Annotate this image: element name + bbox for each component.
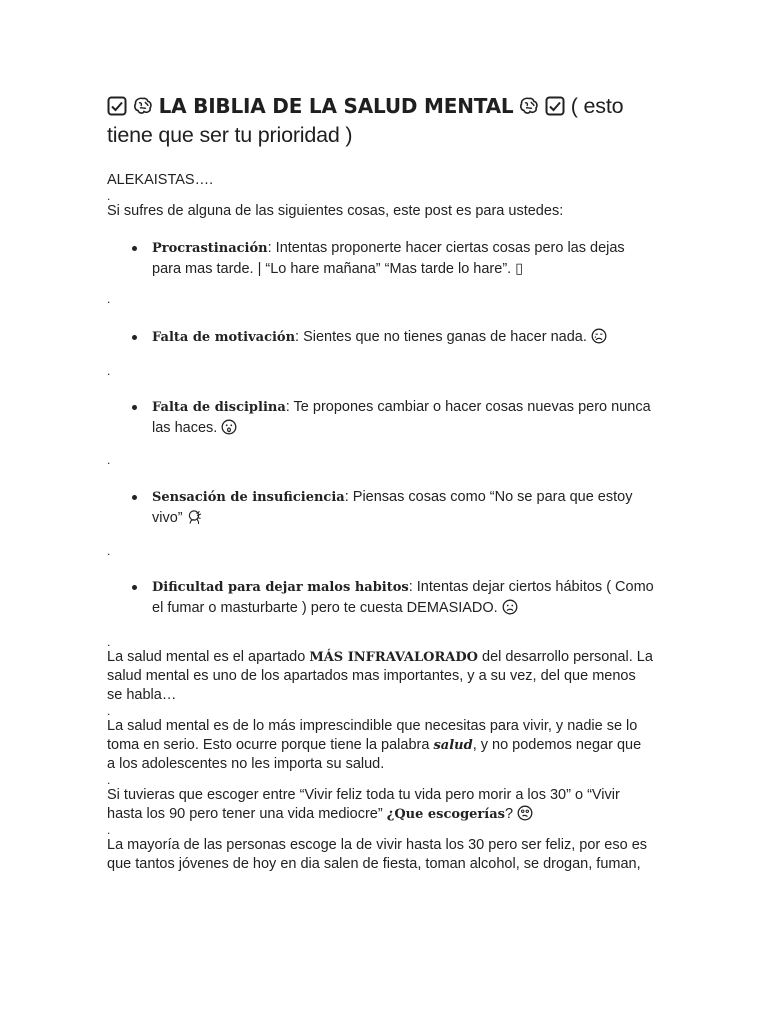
item-text: : Te propones cambiar o hacer cosas nuevas pero nunca: [285, 399, 651, 415]
separator-dot: .: [107, 453, 111, 467]
separator-dot: .: [107, 189, 111, 203]
missing-glyph: ▯: [515, 261, 524, 277]
paragraph-text: , y no podemos negar que: [472, 737, 642, 753]
checkbox-icon: [545, 96, 565, 116]
paragraph-text: La mayoría de las personas escoge la de vivir hasta los 30 pero ser feliz, por eso es: [107, 837, 648, 853]
paragraph-text: La salud mental es de lo más imprescindible que necesitas para vivir, y nadie se lo: [107, 718, 638, 734]
paragraph: [107, 786, 667, 824]
brain-icon: [133, 96, 153, 116]
item-term: Procrastinación: [152, 241, 268, 256]
symptom-list: [107, 327, 667, 348]
post-title-line2: tiene que ser tu prioridad ): [107, 123, 353, 147]
intro-text: Si sufres de alguna de las siguientes cosas, este post es para ustedes:: [107, 203, 564, 219]
item-term: Falta de motivación: [152, 330, 296, 345]
item-term: Dificultad para dejar malos habitos: [152, 580, 409, 595]
post-title-bold: LA BIBLIA DE LA SALUD MENTAL: [158, 94, 514, 118]
separator-dot: .: [107, 823, 111, 837]
separator-dot: .: [107, 292, 111, 306]
paragraph-text: toma en serio. Esto ocurre porque tiene la palabra: [107, 737, 434, 753]
separator-dot: .: [107, 364, 111, 378]
separator-dot: .: [107, 544, 111, 558]
paragraph-text: que tantos jóvenes de hoy en dia salen de fiesta, toman alcohol, se drogan, fuman,: [107, 856, 641, 872]
post-content: [107, 92, 667, 874]
paragraph: [107, 836, 667, 874]
separator-dot: .: [107, 635, 111, 649]
paragraph-text: del desarrollo personal. La: [477, 649, 653, 665]
sad-tear-face-icon: [591, 328, 607, 344]
paragraph-text: La salud mental es el apartado: [107, 649, 310, 665]
emphasis-text: salud: [433, 738, 473, 753]
paragraph-text: ?: [504, 806, 518, 822]
item-text: : Piensas cosas como “No se para que estoy: [344, 489, 633, 505]
item-text: : Sientes que no tienes ganas de hacer nada.: [295, 329, 591, 345]
separator-dot: .: [107, 773, 111, 787]
worried-face-icon: [502, 599, 518, 615]
list-item: [152, 238, 667, 279]
paragraph-text: a los adolescentes no les importa su salud.: [107, 756, 385, 772]
checkbox-icon: [107, 96, 127, 116]
emphasis-text: MÁS INFRAVALORADO: [309, 650, 478, 665]
brain-icon: [519, 96, 539, 116]
list-item: [152, 397, 667, 438]
item-text: : Intentas dejar ciertos hábitos ( Como: [408, 579, 654, 595]
paragraph: [107, 648, 667, 705]
item-text: el fumar o masturbarte ) pero te cuesta DEMASIADO.: [152, 600, 502, 616]
list-item: [152, 487, 667, 528]
paragraph: [107, 717, 667, 774]
paragraph-text: hasta los 90 pero tener una vida mediocre”: [107, 806, 387, 822]
item-text: las haces.: [152, 420, 222, 436]
paragraph-text: Si tuvieras que escoger entre “Vivir feliz toda tu vida pero morir a los 30” o “Vivir: [107, 787, 620, 803]
post-title: [107, 92, 667, 150]
paragraph-text: salud mental es uno de los apartados mas importantes, y a su vez, del que menos: [107, 668, 636, 684]
emphasis-text: ¿Que escogerías: [386, 807, 505, 822]
symptom-list: [107, 487, 667, 528]
item-term: Falta de disciplina: [152, 400, 286, 415]
item-text: vivo”: [152, 510, 187, 526]
surprised-face-icon: [221, 419, 237, 435]
paragraph-text: se habla…: [107, 687, 177, 703]
post-title-rest: ( esto: [565, 94, 624, 118]
greeting: ALEKAISTAS….: [107, 172, 214, 188]
separator-dot: .: [107, 704, 111, 718]
facepalm-icon: [187, 509, 203, 525]
symptom-list: [107, 577, 667, 618]
symptom-list: [107, 238, 667, 279]
thinking-face-icon: [517, 805, 533, 821]
item-text: : Intentas proponerte hacer ciertas cosas pero las dejas: [267, 240, 625, 256]
symptom-list: [107, 397, 667, 438]
item-term: Sensación de insuficiencia: [152, 490, 345, 505]
list-item: [152, 577, 667, 618]
item-text: para mas tarde. | “Lo hare mañana” “Mas tarde lo hare”.: [152, 261, 516, 277]
list-item: [152, 327, 667, 348]
